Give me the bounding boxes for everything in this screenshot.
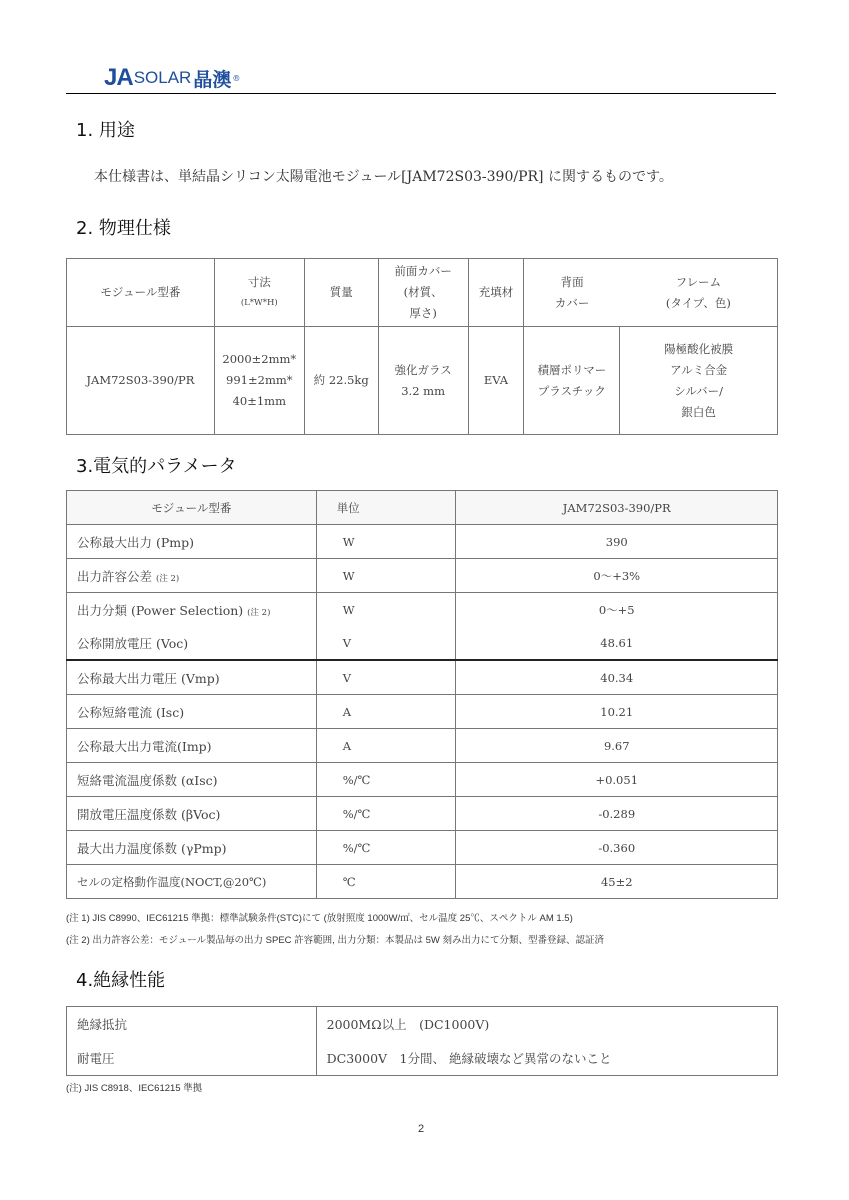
logo-registered-mark: ® [232,73,241,83]
param-note: (注 2) [156,573,180,584]
param-unit: %/℃ [316,797,456,831]
table-header-row [67,259,778,327]
table-row [67,763,778,797]
insulation-table [66,1006,778,1076]
ja-solar-logo [104,64,240,92]
header-front-cover: 前面カバー (材質、 厚さ) [378,259,468,327]
table-row [67,729,778,763]
param-unit: V [316,626,456,660]
section-4-title: 4.絶縁性能 [76,970,166,991]
header-mass: 質量 [304,259,378,327]
param-value: 48.61 [456,626,778,660]
electrical-note-1: (注 1) JIS C8990、IEC61215 準拠：標準試験条件(STC)にて (放射照度 1000W/㎡、セル温度 25℃、スペクトル AM 1.5) [66,913,573,924]
table-header-row [67,491,778,525]
param-value: +0.051 [456,763,778,797]
header-frame: フレーム (タイプ、色) [620,259,778,327]
param-name: 最大出力温度係数 (γPmp) [67,831,317,865]
table-row [67,626,778,660]
table-row [67,865,778,899]
header-back-cover: 背面 カバー [524,259,620,327]
param-unit: W [316,559,456,593]
param-name: 公称最大出力 (Pmp) [67,525,317,559]
section-1-title: 1. 用途 [76,120,135,141]
param-value: 45±2 [456,865,778,899]
cell-dimensions: 2000±2mm* 991±2mm* 40±1mm [214,327,304,435]
page-number: 2 [418,1123,425,1135]
param-name: 開放電圧温度係数 (βVoc) [67,797,317,831]
insulation-value: 2000MΩ以上 (DC1000V) [316,1007,777,1042]
physical-spec-table [66,258,778,435]
logo-cn: 晶澳 [193,68,232,91]
electrical-params-table [66,490,778,899]
insulation-value: DC3000V 1分間、 絶縁破壊など異常のないこと [316,1041,777,1076]
logo-ja: JA [104,64,133,91]
param-value: -0.289 [456,797,778,831]
table-row [67,1007,778,1042]
param-name: 公称最大出力電圧 (Vmp) [67,660,317,695]
table-row [67,1041,778,1076]
insulation-name: 耐電圧 [67,1041,317,1076]
cell-encapsulant: EVA [468,327,524,435]
param-value: 0～+5 [456,593,778,627]
header-encapsulant: 充填材 [468,259,524,327]
section-3-title: 3.電気的パラメータ [76,456,237,477]
insulation-name: 絶縁抵抗 [67,1007,317,1042]
header-unit: 単位 [316,491,456,525]
param-value: 40.34 [456,660,778,695]
section-1-text: 本仕様書は、単結晶シリコン太陽電池モジュール[JAM72S03-390/PR] に関するものです。 [94,169,673,185]
header-model: モジュール型番 [67,491,317,525]
param-name: 公称最大出力電流(Imp) [67,729,317,763]
param-unit: ℃ [316,865,456,899]
param-name: 短絡電流温度係数 (αIsc) [67,763,317,797]
header-value: JAM72S03-390/PR [456,491,778,525]
cell-back-cover: 積層ポリマー プラスチック [524,327,620,435]
electrical-note-2: (注 2) 出力許容公差：モジュール製品毎の出力 SPEC 許容範囲, 出力分類：本製品は 5W 刻み出力にて分類、型番登録、認証済 [66,935,604,946]
section-2-title: 2. 物理仕様 [76,218,171,239]
param-name: セルの定格動作温度(NOCT,@20℃) [67,865,317,899]
param-name: 出力許容公差 (注 2) [67,559,317,593]
param-name: 公称短絡電流 (Isc) [67,695,317,729]
table-row [67,797,778,831]
table-row [67,831,778,865]
param-unit: A [316,695,456,729]
table-row [67,660,778,695]
table-row [67,525,778,559]
param-name: 公称開放電圧 (Voc) [67,626,317,660]
cell-frame: 陽極酸化被膜 アルミ合金 シルバー/ 銀白色 [620,327,778,435]
param-unit: W [316,593,456,627]
param-unit: W [316,525,456,559]
insulation-note: (注) JIS C8918、IEC61215 準拠 [66,1083,203,1094]
table-row [67,695,778,729]
param-note: (注 2) [247,607,271,618]
table-row [67,593,778,627]
param-unit: %/℃ [316,763,456,797]
cell-front-cover: 強化ガラス 3.2 mm [378,327,468,435]
param-value: 9.67 [456,729,778,763]
header-divider [66,93,776,94]
header-model: モジュール型番 [67,259,215,327]
param-value: 10.21 [456,695,778,729]
param-unit: V [316,660,456,695]
param-value: 0～+3% [456,559,778,593]
cell-mass: 約 22.5kg [304,327,378,435]
param-value: -0.360 [456,831,778,865]
logo-solar: SOLAR [133,68,192,87]
table-row [67,559,778,593]
param-unit: A [316,729,456,763]
cell-model: JAM72S03-390/PR [67,327,215,435]
table-row [67,327,778,435]
param-unit: %/℃ [316,831,456,865]
header-dimensions: 寸法 (L*W*H) [214,259,304,327]
param-name: 出力分類 (Power Selection) (注 2) [67,593,317,627]
param-value: 390 [456,525,778,559]
